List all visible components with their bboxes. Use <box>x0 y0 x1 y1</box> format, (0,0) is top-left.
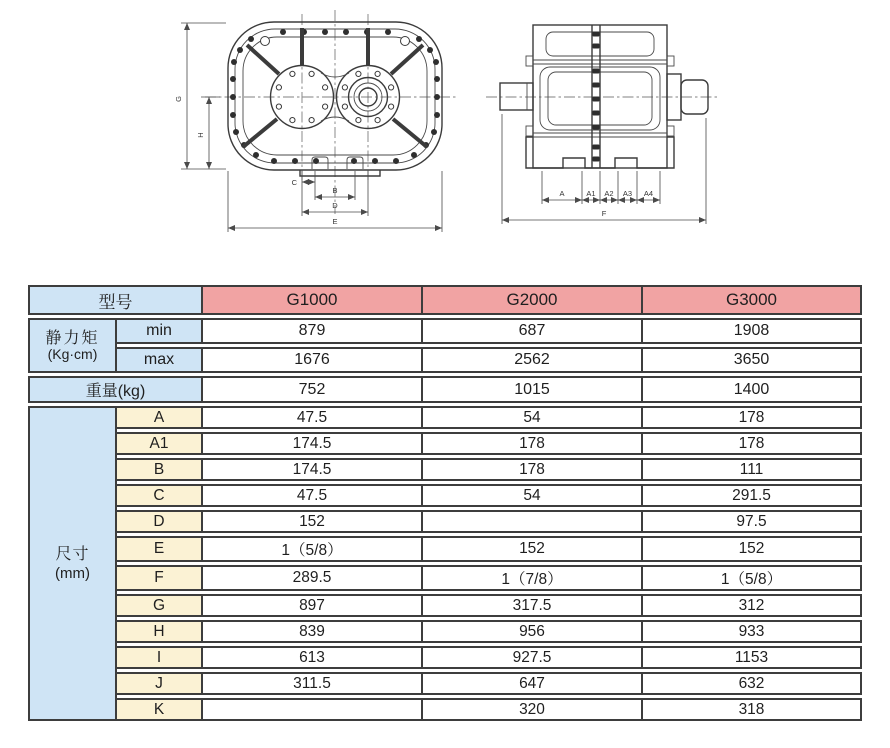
dim-value-cell: 933 <box>643 620 862 643</box>
dim-value-cell: 178 <box>423 458 643 481</box>
table-row <box>28 406 862 429</box>
dim-label-a3: A3 <box>622 189 633 198</box>
table-row <box>28 484 862 507</box>
table-row <box>28 458 862 481</box>
dim-row-label: G <box>117 594 203 617</box>
dim-value-cell: 311.5 <box>203 672 423 695</box>
dim-row-label: A <box>117 406 203 429</box>
dim-label-c: C <box>291 178 297 187</box>
table-row <box>28 285 862 315</box>
dim-value-cell: 613 <box>203 646 423 669</box>
dim-value-cell: 178 <box>643 432 862 455</box>
dim-value-cell: 839 <box>203 620 423 643</box>
lifting-hole <box>261 37 270 46</box>
max-label-cell: max <box>117 347 203 373</box>
table-row <box>28 646 862 669</box>
weight-label-cell: 重量(kg) <box>28 376 203 403</box>
dim-label-d: D <box>332 201 338 210</box>
dim-value-cell: 312 <box>643 594 862 617</box>
spec-table <box>28 282 862 724</box>
dim-row-label: H <box>117 620 203 643</box>
gearbox-front-view-drawing <box>150 8 470 252</box>
dim-label-a1: A1 <box>586 189 596 198</box>
dimension-h <box>196 97 220 169</box>
dim-label-a2: A2 <box>604 189 614 198</box>
weight-value-cell: 1400 <box>643 376 862 403</box>
dim-row-label: I <box>117 646 203 669</box>
dim-value-cell: 1153 <box>643 646 862 669</box>
dim-row-label: E <box>117 536 203 562</box>
model-g3000-cell: G3000 <box>643 285 862 315</box>
dim-value-cell: 152 <box>643 536 862 562</box>
dim-value-cell: 1（7/8） <box>423 565 643 591</box>
dim-value-cell: 956 <box>423 620 643 643</box>
dim-label-a4: A4 <box>643 189 654 198</box>
weight-value-cell: 1015 <box>423 376 643 403</box>
table-row <box>28 347 862 373</box>
dimension-g <box>174 23 226 169</box>
table-row <box>28 672 862 695</box>
gearbox-side-view-drawing <box>470 8 730 252</box>
min-label-cell: min <box>117 318 203 344</box>
dim-row-label: D <box>117 510 203 533</box>
dim-label-e: E <box>332 217 338 226</box>
min-value-cell: 879 <box>203 318 423 344</box>
table-row <box>28 620 862 643</box>
static-moment-label-cell <box>28 318 117 373</box>
dim-value-cell: 897 <box>203 594 423 617</box>
center-flange <box>592 25 600 168</box>
dim-value-cell: 927.5 <box>423 646 643 669</box>
dim-value-cell: 174.5 <box>203 458 423 481</box>
dimension-group-label: 尺寸 <box>55 545 90 563</box>
min-value-cell: 1908 <box>643 318 862 344</box>
lifting-hole <box>401 37 410 46</box>
dim-value-cell: 1（5/8） <box>643 565 862 591</box>
dim-row-label: B <box>117 458 203 481</box>
weight-value-cell: 752 <box>203 376 423 403</box>
table-row <box>28 594 862 617</box>
dim-row-label: F <box>117 565 203 591</box>
table-row <box>28 565 862 591</box>
dim-value-cell: 178 <box>643 406 862 429</box>
dim-value-cell <box>423 510 643 533</box>
dim-label-a: A <box>559 189 565 198</box>
dim-value-cell: 1（5/8） <box>203 536 423 562</box>
dim-value-cell: 47.5 <box>203 484 423 507</box>
dim-value-cell: 152 <box>423 536 643 562</box>
table-row <box>28 510 862 533</box>
dim-value-cell: 174.5 <box>203 432 423 455</box>
dim-label-f: F <box>601 209 607 218</box>
dimension-a-segments <box>542 171 660 204</box>
dim-label-b: B <box>332 186 338 195</box>
dim-value-cell: 54 <box>423 484 643 507</box>
model-g1000-cell: G1000 <box>203 285 423 315</box>
dim-value-cell: 291.5 <box>643 484 862 507</box>
dimension-group-label-cell <box>28 406 117 721</box>
model-header-cell: 型号 <box>28 285 203 315</box>
max-value-cell: 1676 <box>203 347 423 373</box>
dimension-group-unit: (mm) <box>55 564 90 582</box>
max-value-cell: 2562 <box>423 347 643 373</box>
table-row <box>28 376 862 403</box>
dim-row-label: A1 <box>117 432 203 455</box>
dim-label-h: H <box>196 132 205 138</box>
dim-value-cell: 54 <box>423 406 643 429</box>
table-row <box>28 318 862 344</box>
static-moment-label: 静力矩 <box>45 329 100 347</box>
dim-value-cell: 320 <box>423 698 643 721</box>
left-shaft <box>500 83 533 110</box>
dim-value-cell: 632 <box>643 672 862 695</box>
table-row <box>28 536 862 562</box>
dim-row-label: J <box>117 672 203 695</box>
model-g2000-cell: G2000 <box>423 285 643 315</box>
dim-value-cell: 647 <box>423 672 643 695</box>
dim-label-g: G <box>174 96 183 102</box>
table-row <box>28 698 862 721</box>
dim-value-cell: 47.5 <box>203 406 423 429</box>
dim-value-cell: 152 <box>203 510 423 533</box>
dim-value-cell <box>203 698 423 721</box>
dim-row-label: K <box>117 698 203 721</box>
dim-value-cell: 97.5 <box>643 510 862 533</box>
dim-row-label: C <box>117 484 203 507</box>
dim-value-cell: 289.5 <box>203 565 423 591</box>
min-value-cell: 687 <box>423 318 643 344</box>
dim-value-cell: 111 <box>643 458 862 481</box>
static-moment-unit: (Kg·cm) <box>47 345 98 362</box>
table-row <box>28 432 862 455</box>
dim-value-cell: 318 <box>643 698 862 721</box>
max-value-cell: 3650 <box>643 347 862 373</box>
dim-value-cell: 178 <box>423 432 643 455</box>
dim-value-cell: 317.5 <box>423 594 643 617</box>
